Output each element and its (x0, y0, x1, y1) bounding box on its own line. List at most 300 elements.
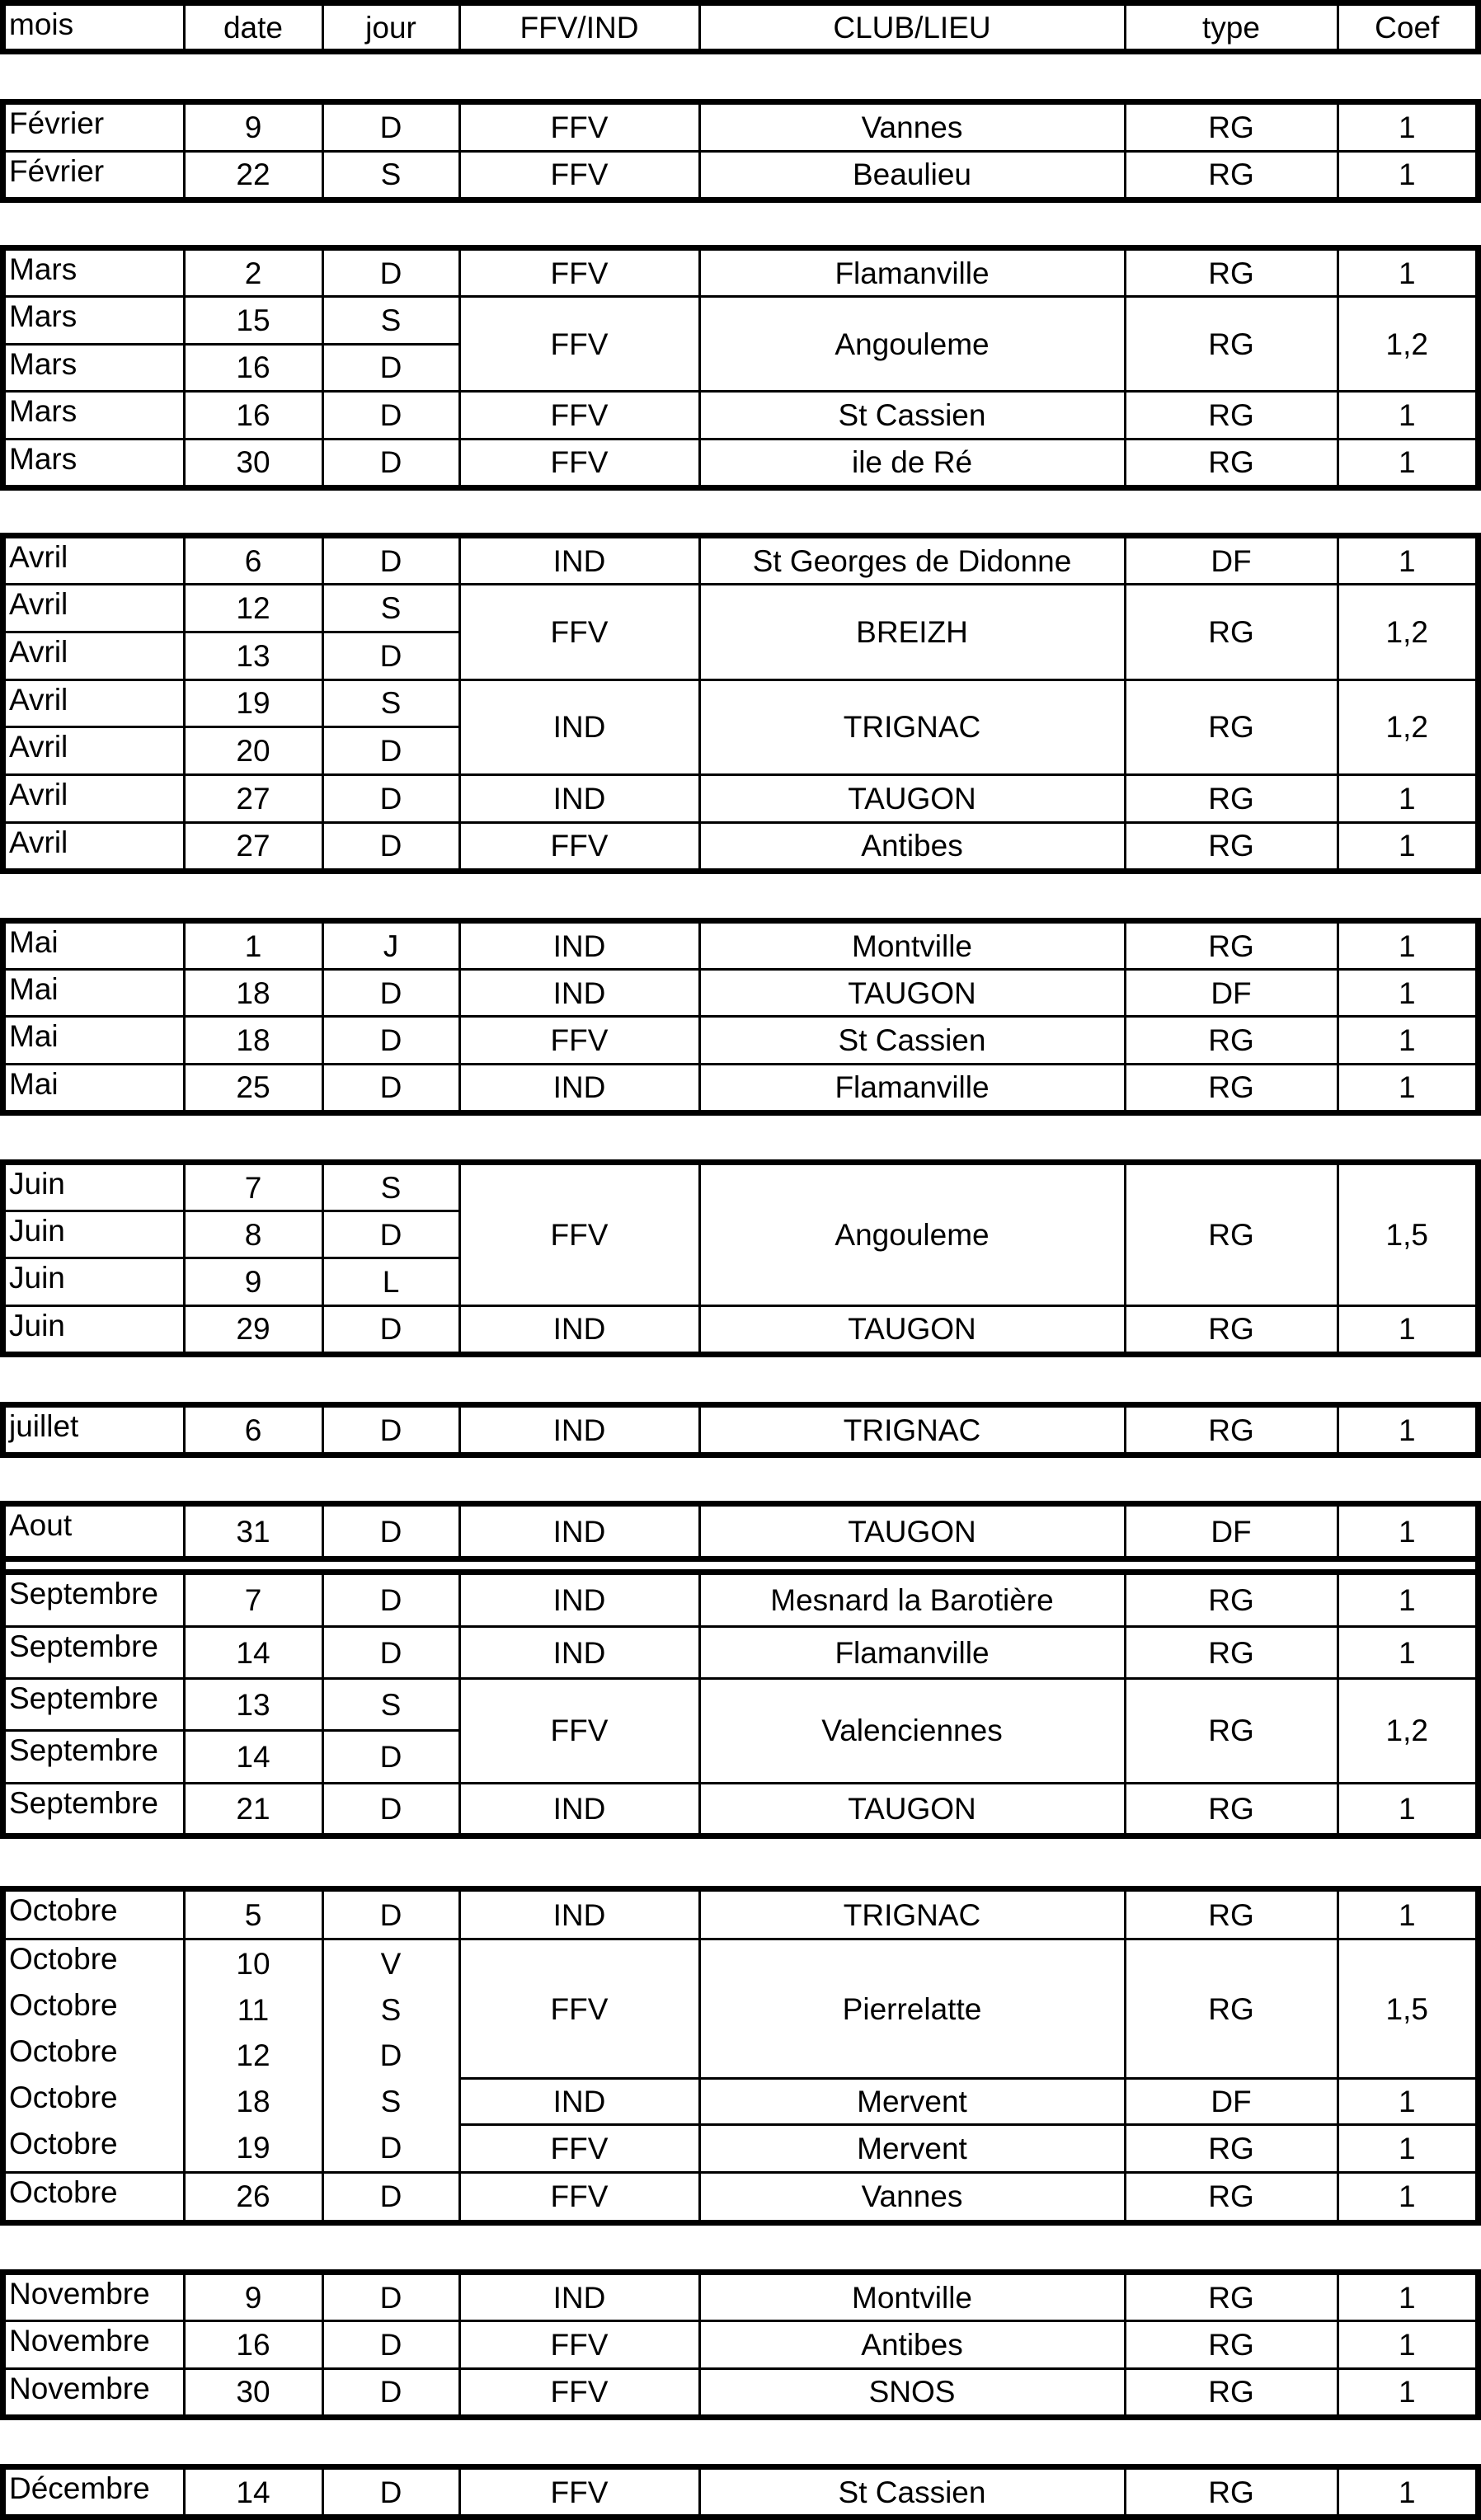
cell-ffv-ind: FFV (459, 2125, 699, 2173)
cell-date: 30 (184, 2368, 322, 2414)
cell-coef: 1,5 (1338, 1165, 1475, 1305)
cell-date: 29 (184, 1305, 322, 1352)
cell-ffv-ind: FFV (459, 1017, 699, 1064)
cell-mois: Décembre (6, 2470, 184, 2514)
cell-jour: D (322, 775, 459, 823)
cell-mois: Février (6, 151, 184, 197)
cell-date: 2 (184, 251, 322, 297)
cell-jour: V (322, 1939, 459, 1987)
month-block-mars (0, 245, 1481, 491)
cell-mois: Mars (6, 392, 184, 440)
cell-type: RG (1125, 775, 1338, 823)
cell-club: TAUGON (699, 1507, 1125, 1559)
table-row (6, 2125, 1475, 2173)
cell-mois: Aout (6, 1507, 184, 1559)
cell-mois: Février (6, 105, 184, 151)
cell-ffv-ind: IND (459, 775, 699, 823)
cell-date: 10 (184, 1939, 322, 1987)
cell-jour: J (322, 924, 459, 970)
table-row (6, 251, 1475, 297)
cell-date: 27 (184, 822, 322, 868)
table-row (6, 1408, 1475, 1452)
cell-club: Montville (699, 924, 1125, 970)
header-row (6, 6, 1475, 49)
table-row (6, 1165, 1475, 1211)
cell-type: RG (1125, 297, 1338, 392)
cell-ffv-ind: FFV (459, 151, 699, 197)
cell-ffv-ind: IND (459, 2275, 699, 2321)
month-block-decembre (0, 2464, 1481, 2520)
cell-mois: Avril (6, 585, 184, 632)
month-block-fevrier (0, 99, 1481, 203)
cell-jour: D (322, 2125, 459, 2173)
cell-ffv-ind: IND (459, 1064, 699, 1110)
table-row (6, 585, 1475, 632)
cell-club: St Cassien (699, 1017, 1125, 1064)
cell-type: RG (1125, 1165, 1338, 1305)
cell-jour: D (322, 2172, 459, 2220)
cell-club: TRIGNAC (699, 679, 1125, 774)
cell-date: 18 (184, 970, 322, 1017)
cell-jour: D (322, 1017, 459, 1064)
cell-mois: Septembre (6, 1731, 184, 1783)
cell-mois: Mai (6, 924, 184, 970)
cell-coef: 1 (1338, 1627, 1475, 1679)
cell-coef: 1 (1338, 1064, 1475, 1110)
cell-type: DF (1125, 970, 1338, 1017)
month-block-avril (0, 533, 1481, 874)
cell-jour: D (322, 727, 459, 775)
cell-jour: D (322, 1783, 459, 1833)
cell-jour: D (322, 1573, 459, 1627)
cell-date: 9 (184, 1258, 322, 1305)
table-row (6, 1017, 1475, 1064)
cell-date: 30 (184, 439, 322, 485)
cell-mois: Octobre (6, 2125, 184, 2173)
cell-mois: Octobre (6, 2079, 184, 2125)
cell-mois: Mars (6, 251, 184, 297)
cell-coef: 1 (1338, 2079, 1475, 2125)
cell-mois: Avril (6, 632, 184, 679)
cell-mois: Novembre (6, 2368, 184, 2414)
cell-date: 7 (184, 1573, 322, 1627)
cell-coef: 1 (1338, 439, 1475, 485)
cell-jour: D (322, 2321, 459, 2369)
cell-mois: Juin (6, 1258, 184, 1305)
cell-jour: S (322, 151, 459, 197)
cell-type: RG (1125, 1679, 1338, 1783)
cell-jour: D (322, 251, 459, 297)
cell-jour: D (322, 970, 459, 1017)
cell-ffv-ind: FFV (459, 822, 699, 868)
header-club-lieu: CLUB/LIEU (699, 6, 1125, 49)
cell-club: Angouleme (699, 297, 1125, 392)
cell-ffv-ind: IND (459, 1305, 699, 1352)
cell-type: DF (1125, 2079, 1338, 2125)
table-row (6, 2368, 1475, 2414)
cell-type: RG (1125, 822, 1338, 868)
cell-club: Vannes (699, 2172, 1125, 2220)
cell-club: TRIGNAC (699, 1892, 1125, 1939)
cell-date: 20 (184, 727, 322, 775)
cell-mois: Mars (6, 344, 184, 392)
table-row (6, 1305, 1475, 1352)
cell-ffv-ind: IND (459, 1507, 699, 1559)
cell-type: RG (1125, 1064, 1338, 1110)
cell-mois: Avril (6, 679, 184, 727)
month-block-aout-septembre (0, 1501, 1481, 1839)
table-row (6, 2275, 1475, 2321)
cell-jour: S (322, 1165, 459, 1211)
cell-ffv-ind: FFV (459, 297, 699, 392)
table-row (6, 1783, 1475, 1833)
cell-type: RG (1125, 439, 1338, 485)
cell-date: 18 (184, 1017, 322, 1064)
cell-date: 26 (184, 2172, 322, 2220)
cell-date: 11 (184, 1986, 322, 2033)
cell-date: 12 (184, 2033, 322, 2079)
cell-coef: 1,2 (1338, 679, 1475, 774)
cell-club: Mervent (699, 2125, 1125, 2173)
header-ffv-ind: FFV/IND (459, 6, 699, 49)
cell-ffv-ind: FFV (459, 439, 699, 485)
cell-coef: 1 (1338, 2321, 1475, 2369)
cell-mois: Juin (6, 1305, 184, 1352)
cell-coef: 1 (1338, 1017, 1475, 1064)
header-jour: jour (322, 6, 459, 49)
table-row (6, 1892, 1475, 1939)
cell-jour: D (322, 2368, 459, 2414)
cell-mois: Mai (6, 970, 184, 1017)
table-row (6, 151, 1475, 197)
cell-mois: Novembre (6, 2275, 184, 2321)
cell-ffv-ind: IND (459, 1408, 699, 1452)
cell-date: 6 (184, 538, 322, 585)
cell-mois: Mars (6, 297, 184, 345)
cell-ffv-ind: FFV (459, 1165, 699, 1305)
cell-jour: D (322, 632, 459, 679)
cell-mois: Avril (6, 822, 184, 868)
cell-type: RG (1125, 251, 1338, 297)
cell-ffv-ind: IND (459, 924, 699, 970)
cell-date: 14 (184, 1627, 322, 1679)
cell-type: RG (1125, 1783, 1338, 1833)
cell-jour: S (322, 1679, 459, 1731)
cell-coef: 1 (1338, 538, 1475, 585)
empty-cell (6, 1559, 1475, 1573)
cell-jour: S (322, 585, 459, 632)
cell-mois: Octobre (6, 1892, 184, 1939)
cell-type: RG (1125, 2275, 1338, 2321)
cell-type: RG (1125, 1305, 1338, 1352)
cell-date: 13 (184, 632, 322, 679)
table-row (6, 924, 1475, 970)
cell-club: St Cassien (699, 2470, 1125, 2514)
cell-mois: Octobre (6, 2172, 184, 2220)
cell-coef: 1 (1338, 1573, 1475, 1627)
empty-separator-row (6, 1559, 1475, 1573)
table-row (6, 775, 1475, 823)
cell-ffv-ind: FFV (459, 1939, 699, 2079)
cell-jour: D (322, 105, 459, 151)
cell-type: RG (1125, 2321, 1338, 2369)
cell-date: 9 (184, 2275, 322, 2321)
cell-coef: 1 (1338, 1892, 1475, 1939)
cell-date: 27 (184, 775, 322, 823)
cell-jour: D (322, 2275, 459, 2321)
header-block (0, 0, 1481, 54)
cell-date: 25 (184, 1064, 322, 1110)
cell-coef: 1 (1338, 1408, 1475, 1452)
cell-club: Mervent (699, 2079, 1125, 2125)
header-coef: Coef (1338, 6, 1475, 49)
cell-coef: 1,2 (1338, 585, 1475, 679)
cell-coef: 1 (1338, 1507, 1475, 1559)
cell-date: 16 (184, 392, 322, 440)
cell-date: 19 (184, 679, 322, 727)
cell-mois: juillet (6, 1408, 184, 1452)
cell-ffv-ind: FFV (459, 2368, 699, 2414)
cell-jour: S (322, 2079, 459, 2125)
cell-coef: 1 (1338, 251, 1475, 297)
cell-type: RG (1125, 924, 1338, 970)
cell-mois: Avril (6, 727, 184, 775)
cell-type: RG (1125, 1627, 1338, 1679)
cell-club: SNOS (699, 2368, 1125, 2414)
cell-coef: 1 (1338, 2470, 1475, 2514)
table-row (6, 2172, 1475, 2220)
cell-date: 9 (184, 105, 322, 151)
cell-club: ile de Ré (699, 439, 1125, 485)
cell-ffv-ind: FFV (459, 251, 699, 297)
cell-jour: D (322, 822, 459, 868)
cell-date: 16 (184, 344, 322, 392)
table-row (6, 1627, 1475, 1679)
cell-date: 19 (184, 2125, 322, 2173)
header-date: date (184, 6, 322, 49)
cell-ffv-ind: FFV (459, 105, 699, 151)
cell-club: Angouleme (699, 1165, 1125, 1305)
cell-coef: 1 (1338, 2275, 1475, 2321)
cell-ffv-ind: FFV (459, 585, 699, 679)
cell-mois: Avril (6, 538, 184, 585)
cell-mois: Mai (6, 1017, 184, 1064)
cell-mois: Juin (6, 1165, 184, 1211)
cell-mois: Avril (6, 775, 184, 823)
cell-jour: D (322, 2033, 459, 2079)
cell-mois: Septembre (6, 1783, 184, 1833)
cell-type: RG (1125, 105, 1338, 151)
table-row (6, 439, 1475, 485)
cell-club: BREIZH (699, 585, 1125, 679)
cell-jour: D (322, 1064, 459, 1110)
cell-jour: D (322, 2470, 459, 2514)
cell-ffv-ind: IND (459, 970, 699, 1017)
cell-type: RG (1125, 2172, 1338, 2220)
cell-coef: 1 (1338, 775, 1475, 823)
cell-jour: D (322, 1408, 459, 1452)
cell-coef: 1 (1338, 151, 1475, 197)
cell-type: RG (1125, 2368, 1338, 2414)
cell-date: 7 (184, 1165, 322, 1211)
table-row (6, 538, 1475, 585)
month-block-octobre (0, 1886, 1481, 2226)
cell-mois: Octobre (6, 2033, 184, 2079)
month-block-juillet (0, 1402, 1481, 1458)
cell-club: TAUGON (699, 970, 1125, 1017)
cell-date: 13 (184, 1679, 322, 1731)
cell-coef: 1 (1338, 2368, 1475, 2414)
cell-jour: S (322, 1986, 459, 2033)
cell-date: 18 (184, 2079, 322, 2125)
cell-jour: L (322, 1258, 459, 1305)
cell-mois: Septembre (6, 1573, 184, 1627)
cell-coef: 1 (1338, 1783, 1475, 1833)
table-row (6, 297, 1475, 345)
cell-jour: D (322, 1892, 459, 1939)
cell-club: Antibes (699, 822, 1125, 868)
cell-ffv-ind: FFV (459, 392, 699, 440)
table-row (6, 105, 1475, 151)
cell-date: 22 (184, 151, 322, 197)
cell-date: 12 (184, 585, 322, 632)
cell-mois: Mars (6, 439, 184, 485)
cell-jour: S (322, 679, 459, 727)
cell-ffv-ind: FFV (459, 2470, 699, 2514)
cell-mois: Novembre (6, 2321, 184, 2369)
cell-jour: D (322, 1627, 459, 1679)
cell-type: RG (1125, 1939, 1338, 2079)
cell-ffv-ind: FFV (459, 1679, 699, 1783)
cell-coef: 1,2 (1338, 297, 1475, 392)
cell-club: TAUGON (699, 1305, 1125, 1352)
cell-club: Flamanville (699, 251, 1125, 297)
cell-type: RG (1125, 392, 1338, 440)
table-row (6, 1507, 1475, 1559)
cell-mois: Octobre (6, 1986, 184, 2033)
cell-type: RG (1125, 679, 1338, 774)
cell-club: Flamanville (699, 1627, 1125, 1679)
cell-mois: Mai (6, 1064, 184, 1110)
cell-mois: Septembre (6, 1679, 184, 1731)
cell-club: Montville (699, 2275, 1125, 2321)
cell-ffv-ind: IND (459, 1783, 699, 1833)
cell-jour: D (322, 439, 459, 485)
table-row (6, 1064, 1475, 1110)
cell-club: Valenciennes (699, 1679, 1125, 1783)
cell-club: St Georges de Didonne (699, 538, 1125, 585)
cell-coef: 1 (1338, 392, 1475, 440)
cell-jour: D (322, 344, 459, 392)
month-block-mai (0, 918, 1481, 1116)
cell-club: TRIGNAC (699, 1408, 1125, 1452)
cell-ffv-ind: IND (459, 1573, 699, 1627)
cell-ffv-ind: FFV (459, 2321, 699, 2369)
cell-ffv-ind: IND (459, 679, 699, 774)
cell-coef: 1 (1338, 1305, 1475, 1352)
table-row (6, 2321, 1475, 2369)
cell-date: 15 (184, 297, 322, 345)
cell-jour: D (322, 1507, 459, 1559)
cell-date: 14 (184, 2470, 322, 2514)
cell-club: Mesnard la Barotière (699, 1573, 1125, 1627)
cell-date: 16 (184, 2321, 322, 2369)
cell-coef: 1 (1338, 822, 1475, 868)
cell-club: Vannes (699, 105, 1125, 151)
table-row (6, 2079, 1475, 2125)
cell-ffv-ind: IND (459, 538, 699, 585)
cell-type: RG (1125, 2125, 1338, 2173)
cell-club: TAUGON (699, 775, 1125, 823)
table-row (6, 1939, 1475, 1987)
cell-coef: 1 (1338, 924, 1475, 970)
cell-type: RG (1125, 1892, 1338, 1939)
cell-ffv-ind: IND (459, 2079, 699, 2125)
cell-coef: 1 (1338, 2125, 1475, 2173)
table-row (6, 822, 1475, 868)
cell-date: 21 (184, 1783, 322, 1833)
cell-type: RG (1125, 2470, 1338, 2514)
cell-jour: D (322, 1211, 459, 1258)
cell-club: St Cassien (699, 392, 1125, 440)
cell-type: RG (1125, 585, 1338, 679)
table-row (6, 679, 1475, 727)
cell-date: 14 (184, 1731, 322, 1783)
cell-date: 1 (184, 924, 322, 970)
cell-type: DF (1125, 538, 1338, 585)
header-mois: mois (6, 6, 184, 49)
cell-type: DF (1125, 1507, 1338, 1559)
cell-date: 8 (184, 1211, 322, 1258)
cell-ffv-ind: FFV (459, 2172, 699, 2220)
table-row (6, 1573, 1475, 1627)
header-type: type (1125, 6, 1338, 49)
table-row (6, 970, 1475, 1017)
cell-mois: Octobre (6, 1939, 184, 1987)
cell-mois: Septembre (6, 1627, 184, 1679)
cell-club: Beaulieu (699, 151, 1125, 197)
table-row (6, 2470, 1475, 2514)
cell-coef: 1,5 (1338, 1939, 1475, 2079)
cell-date: 5 (184, 1892, 322, 1939)
month-block-juin (0, 1159, 1481, 1357)
cell-club: Pierrelatte (699, 1939, 1125, 2079)
cell-jour: D (322, 1731, 459, 1783)
month-block-novembre (0, 2269, 1481, 2420)
cell-date: 6 (184, 1408, 322, 1452)
cell-jour: D (322, 1305, 459, 1352)
cell-ffv-ind: IND (459, 1627, 699, 1679)
cell-type: RG (1125, 1408, 1338, 1452)
cell-club: TAUGON (699, 1783, 1125, 1833)
cell-club: Antibes (699, 2321, 1125, 2369)
cell-jour: D (322, 538, 459, 585)
cell-date: 31 (184, 1507, 322, 1559)
cell-type: RG (1125, 1573, 1338, 1627)
table-row (6, 392, 1475, 440)
table-row (6, 1679, 1475, 1731)
cell-coef: 1 (1338, 2172, 1475, 2220)
cell-club: Flamanville (699, 1064, 1125, 1110)
cell-ffv-ind: IND (459, 1892, 699, 1939)
cell-jour: D (322, 392, 459, 440)
cell-type: RG (1125, 1017, 1338, 1064)
cell-coef: 1 (1338, 105, 1475, 151)
cell-mois: Juin (6, 1211, 184, 1258)
cell-coef: 1 (1338, 970, 1475, 1017)
cell-coef: 1,2 (1338, 1679, 1475, 1783)
cell-jour: S (322, 297, 459, 345)
